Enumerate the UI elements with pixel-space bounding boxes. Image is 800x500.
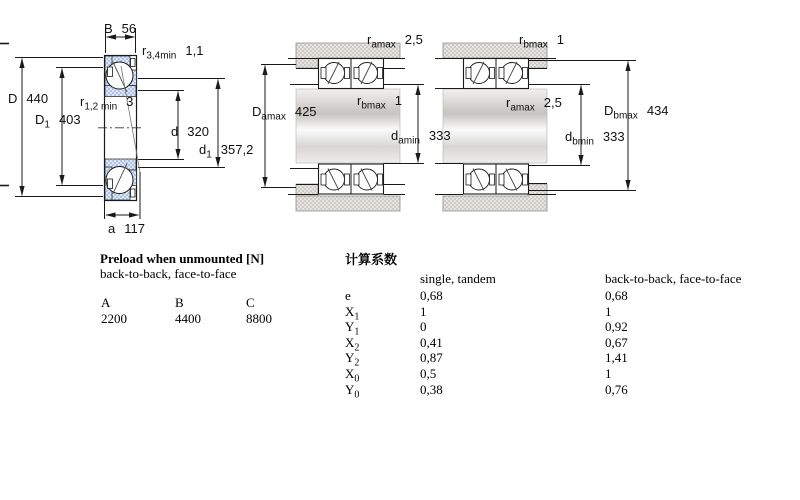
cage bbox=[108, 67, 113, 77]
factor-symbol: X bbox=[345, 335, 355, 350]
bearing-cross-section bbox=[98, 56, 143, 201]
dim-label-ramax bbox=[506, 95, 562, 114]
dim-label-dbmin bbox=[565, 129, 625, 148]
dim-symbol: r bbox=[357, 93, 362, 108]
dim-symbol: d bbox=[565, 129, 573, 144]
factor-row bbox=[345, 288, 775, 304]
dim-Damax bbox=[261, 65, 296, 188]
dim-subscript: 3,4min bbox=[146, 50, 177, 62]
factor-row bbox=[345, 319, 775, 338]
factors-col2-header: back-to-back, face-to-face bbox=[605, 271, 742, 286]
preload-value: 2200 bbox=[101, 311, 127, 326]
dim-value: 333 bbox=[602, 129, 625, 144]
factor-symbol: e bbox=[345, 288, 351, 303]
factor-value-single-tandem: 0,38 bbox=[420, 382, 443, 397]
factor-row bbox=[345, 366, 775, 385]
dim-value: 2,5 bbox=[404, 32, 423, 47]
dim-symbol: D bbox=[252, 104, 262, 119]
factors-col1-header: single, tandem bbox=[420, 271, 496, 286]
factor-symbol: Y bbox=[345, 382, 355, 397]
factor-symbol: X bbox=[345, 304, 355, 319]
dim-label-rbmax-top bbox=[519, 32, 565, 51]
cage bbox=[131, 189, 136, 197]
dim-label-Dbmax bbox=[604, 103, 669, 122]
dim-value: 3 bbox=[126, 94, 134, 109]
factor-value-single-tandem: 0 bbox=[420, 319, 427, 334]
dim-label-r34min bbox=[142, 43, 204, 62]
dim-value: 333 bbox=[428, 128, 451, 143]
dim-subscript: 1 bbox=[206, 149, 212, 161]
dim-value: 1,1 bbox=[185, 43, 204, 58]
preload-col-header: C bbox=[246, 295, 255, 310]
dim-symbol: d bbox=[391, 128, 399, 143]
dim-symbol: r bbox=[367, 32, 372, 47]
dim-D bbox=[15, 58, 103, 197]
factor-subscript: 0 bbox=[354, 389, 360, 401]
dim-label-Damax bbox=[252, 104, 317, 123]
dim-subscript: amax bbox=[371, 39, 396, 51]
factor-symbol: X bbox=[345, 366, 355, 381]
dim-value: 1 bbox=[394, 93, 403, 108]
dim-subscript: bmax bbox=[361, 100, 386, 112]
factor-value-single-tandem: 1 bbox=[420, 304, 427, 319]
dim-symbol: r bbox=[506, 95, 511, 110]
dim-label-rbmax bbox=[357, 93, 403, 112]
dim-symbol: a bbox=[108, 221, 116, 236]
factors-title: 计算系数 bbox=[345, 252, 398, 267]
preload-title: Preload when unmounted [N] bbox=[100, 251, 265, 266]
dim-label-damin bbox=[391, 128, 451, 147]
factor-value-b2b-f2f: 0,68 bbox=[605, 288, 628, 303]
dim-symbol: d bbox=[171, 124, 179, 139]
dim-label-a bbox=[108, 221, 145, 236]
factor-value-single-tandem: 0,5 bbox=[420, 366, 437, 381]
dim-value: 403 bbox=[58, 112, 81, 127]
factor-row bbox=[345, 304, 775, 323]
dim-label-d bbox=[171, 124, 209, 139]
pair-diagram-a bbox=[261, 43, 424, 211]
dim-symbol: d bbox=[199, 142, 207, 157]
factor-value-b2b-f2f: 1,41 bbox=[605, 350, 628, 365]
dim-value: 440 bbox=[26, 91, 49, 106]
dim-label-B bbox=[104, 21, 136, 36]
factor-row bbox=[345, 335, 775, 354]
dim-symbol: D bbox=[35, 112, 45, 127]
dim-subscript: bmax bbox=[523, 39, 548, 51]
dim-subscript: amin bbox=[398, 135, 420, 147]
dim-label-d1 bbox=[199, 142, 254, 161]
dim-label-r12min bbox=[80, 94, 134, 113]
dim-symbol: r bbox=[519, 32, 524, 47]
factor-subscript: 1 bbox=[354, 326, 360, 338]
factor-value-b2b-f2f: 0,67 bbox=[605, 335, 628, 350]
dim-value: 357,2 bbox=[220, 142, 254, 157]
factor-row bbox=[345, 382, 775, 401]
dim-value: 56 bbox=[121, 21, 137, 36]
dim-subscript: bmax bbox=[613, 110, 638, 122]
dim-value: 117 bbox=[124, 221, 145, 236]
dim-symbol: D bbox=[604, 103, 614, 118]
dim-subscript: amax bbox=[510, 102, 535, 114]
dim-subscript: 1,2 min bbox=[84, 101, 118, 113]
preload-value: 8800 bbox=[246, 311, 272, 326]
factor-value-b2b-f2f: 1 bbox=[605, 304, 612, 319]
dim-value: 425 bbox=[294, 104, 317, 119]
factor-subscript: 2 bbox=[354, 342, 360, 354]
dim-symbol: D bbox=[8, 91, 18, 106]
dim-value: 1 bbox=[556, 32, 565, 47]
dim-label-D1 bbox=[35, 112, 81, 131]
dim-subscript: 1 bbox=[44, 119, 50, 131]
preload-value: 4400 bbox=[175, 311, 201, 326]
dim-label-ramax-top bbox=[367, 32, 423, 51]
factor-subscript: 1 bbox=[354, 311, 360, 323]
dim-value: 434 bbox=[646, 103, 669, 118]
pair-diagram-b bbox=[435, 43, 636, 211]
cage bbox=[108, 179, 113, 189]
factor-value-single-tandem: 0,41 bbox=[420, 335, 443, 350]
factor-symbol: Y bbox=[345, 350, 355, 365]
factor-subscript: 0 bbox=[354, 373, 360, 385]
dim-symbol: r bbox=[80, 94, 85, 109]
cage bbox=[131, 59, 136, 67]
dim-label-D bbox=[8, 91, 48, 106]
factor-value-single-tandem: 0,87 bbox=[420, 350, 443, 365]
dim-subscript: bmin bbox=[572, 136, 594, 148]
preload-subtitle: back-to-back, face-to-face bbox=[100, 266, 237, 281]
factor-value-b2b-f2f: 1 bbox=[605, 366, 612, 381]
dim-symbol: r bbox=[142, 43, 147, 58]
dim-value: 320 bbox=[187, 124, 209, 139]
factor-symbol: Y bbox=[345, 319, 355, 334]
preload-col-header: A bbox=[101, 295, 111, 310]
dim-symbol: B bbox=[104, 21, 113, 36]
preload-col-header: B bbox=[175, 295, 184, 310]
factor-value-single-tandem: 0,68 bbox=[420, 288, 443, 303]
factor-row bbox=[345, 350, 775, 369]
factor-subscript: 2 bbox=[354, 357, 360, 369]
factor-value-b2b-f2f: 0,76 bbox=[605, 382, 628, 397]
dim-subscript: amax bbox=[261, 111, 286, 123]
factor-value-b2b-f2f: 0,92 bbox=[605, 319, 628, 334]
dim-value: 2,5 bbox=[543, 95, 562, 110]
